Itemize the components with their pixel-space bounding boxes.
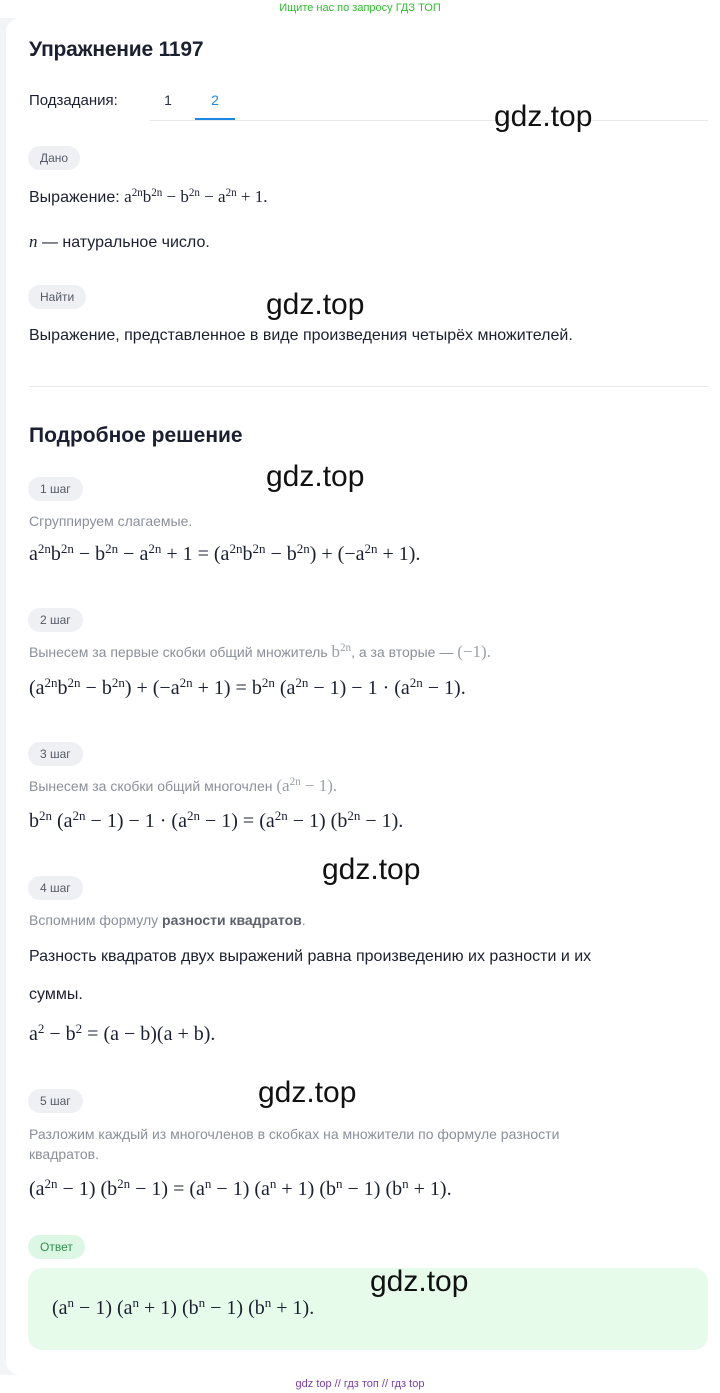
step-2-desc-part-a: Вынесем за первые скобки общий множитель: [29, 644, 328, 660]
watermark: gdz.top: [266, 460, 365, 493]
step-5-description-line-2: квадратов.: [29, 1146, 99, 1162]
active-tab-indicator: [195, 118, 235, 120]
subtask-tab-2[interactable]: 2: [211, 92, 219, 108]
search-banner[interactable]: Ищите нас по запросу ГДЗ ТОП: [0, 0, 720, 18]
watermark: gdz.top: [258, 1076, 357, 1109]
answer-formula: $(a^n - 1) (a^n + 1) (b^n - 1) (b^n + 1)$.: [52, 1294, 315, 1319]
step-1-badge: 1 шаг: [28, 477, 83, 501]
step-4-desc-bold: разности квадратов: [162, 912, 302, 928]
step-4-desc-part-b: .: [301, 912, 306, 928]
step-2-desc-math-b: (−1).: [457, 642, 491, 661]
exercise-title: Упражнение 1197: [29, 38, 204, 61]
step-1-description: Сгруппируем слагаемые.: [29, 513, 193, 529]
n-variable: n: [29, 232, 38, 251]
subtasks-label: Подзадания:: [29, 92, 118, 109]
given-n-condition: [29, 230, 210, 255]
solution-title: Подробное решение: [29, 424, 243, 447]
step-2-description: [29, 642, 491, 662]
given-expression: [29, 185, 267, 210]
watermark: gdz.top: [494, 100, 593, 133]
step-3-description: [29, 776, 337, 796]
step-3-formula: $b^{2n}$ $(a^{2n} - 1) - 1 \cdot (a^{2n} - 1) = (a^{2n} - 1) (b^{2n} - 1)$.: [29, 807, 404, 832]
find-text: Выражение, представленное в виде произведения четырёх множителей.: [29, 327, 573, 344]
step-4-formula: $a^2 - b^2 = (a - b)(a + b)$.: [29, 1020, 216, 1045]
step-2-badge: 2 шаг: [28, 608, 83, 632]
footer-links[interactable]: gdz top // гдз топ // гдз top: [0, 1375, 720, 1393]
answer-badge: Ответ: [28, 1235, 85, 1259]
step-5-description-line-1: Разложим каждый из многочленов в скобках на множители по формуле разности: [29, 1126, 560, 1142]
given-expression-math: $a^{2n}b^{2n} - b^{2n} - a^{2n} + 1$.: [124, 186, 268, 206]
step-2-desc-math-a: $b^{2n}$: [331, 641, 352, 661]
step-4-badge: 4 шаг: [28, 876, 83, 900]
step-5-badge: 5 шаг: [28, 1089, 83, 1113]
watermark: gdz.top: [370, 1265, 469, 1298]
step-2-formula: $(a^{2n}b^{2n} - b^{2n}) + (-a^{2n} + 1) = b^{2n}$ $(a^{2n} - 1) - 1 \cdot (a^{2n} - 1)$.: [29, 674, 466, 699]
watermark: gdz.top: [322, 853, 421, 886]
given-badge: Дано: [28, 146, 80, 170]
step-1-formula: $a^{2n}b^{2n} - b^{2n} - a^{2n} + 1 = (a^{2n}b^{2n} - b^{2n}) + (-a^{2n} + 1)$.: [29, 540, 421, 565]
step-4-desc-part-a: Вспомним формулу: [29, 912, 159, 928]
given-expression-label: Выражение:: [29, 189, 120, 206]
step-5-formula: $(a^{2n} - 1) (b^{2n} - 1) = (a^n - 1) (a^n + 1) (b^n - 1) (b^n + 1)$.: [29, 1175, 452, 1200]
step-4-description: [29, 910, 306, 930]
subtasks-divider: [150, 120, 708, 121]
step-2-desc-part-b: , а за вторые —: [351, 644, 454, 660]
step-4-rule-line-2: суммы.: [29, 986, 83, 1003]
step-3-badge: 3 шаг: [28, 742, 83, 766]
n-condition-text: — натуральное число.: [41, 234, 210, 251]
step-3-desc-text: Вынесем за скобки общий многочлен: [29, 778, 273, 794]
subtask-tab-1[interactable]: 1: [164, 92, 172, 108]
watermark: gdz.top: [266, 288, 365, 321]
find-badge: Найти: [28, 285, 86, 309]
step-4-rule-line-1: Разность квадратов двух выражений равна произведению их разности и их: [29, 948, 592, 965]
section-divider: [29, 386, 708, 387]
step-3-desc-math: $(a^{2n} - 1)$.: [276, 775, 338, 795]
